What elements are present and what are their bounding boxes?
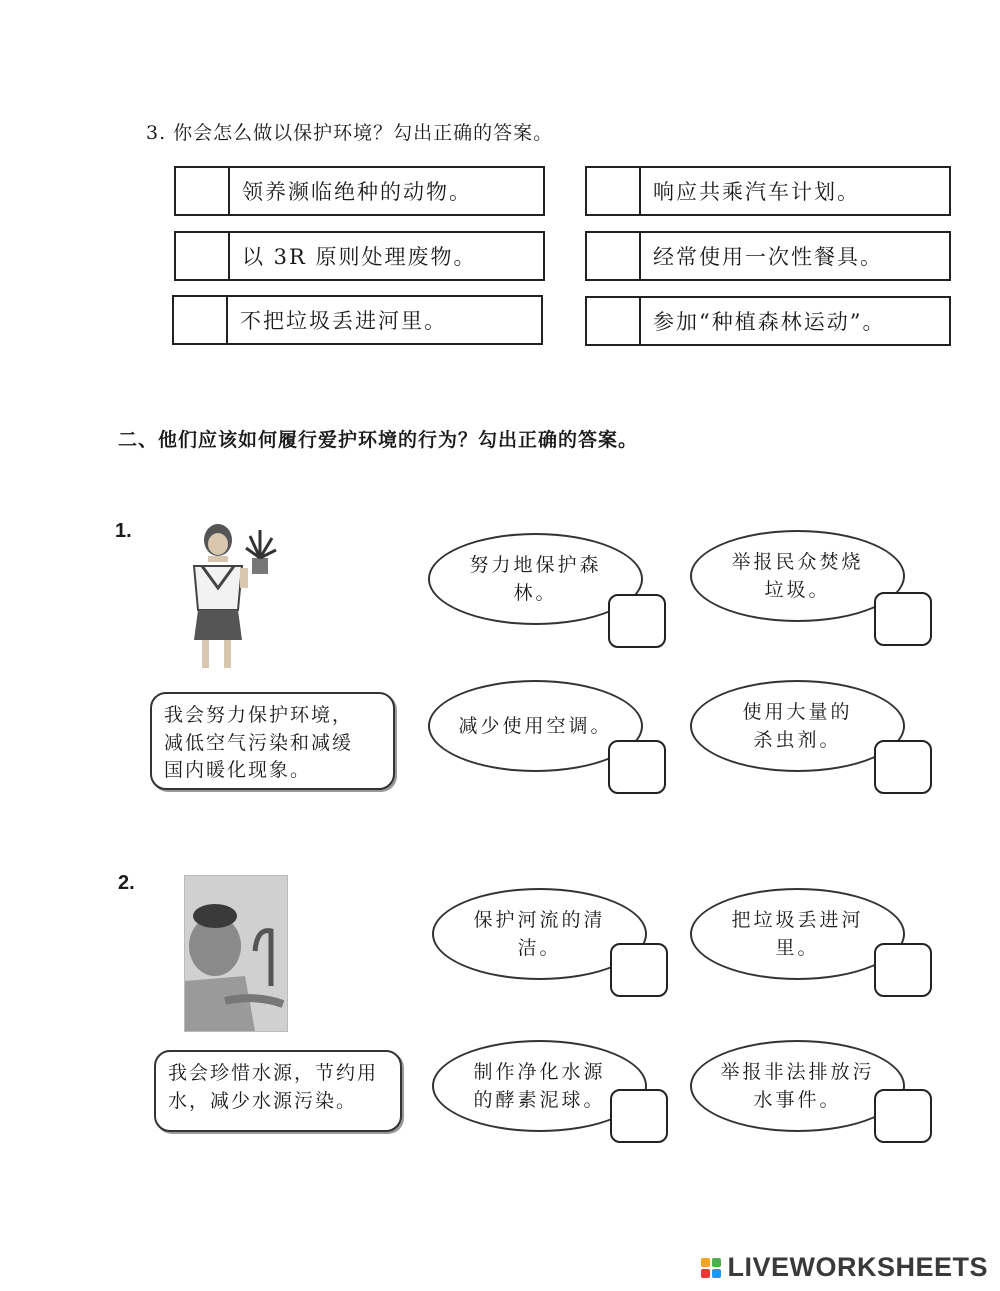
checkbox[interactable] bbox=[587, 298, 641, 344]
option-row bbox=[585, 166, 951, 216]
option-row bbox=[585, 231, 951, 281]
tick-box[interactable] bbox=[874, 740, 932, 794]
liveworksheets-brand bbox=[701, 1252, 988, 1283]
logo-square bbox=[701, 1269, 710, 1278]
option-row bbox=[585, 296, 951, 346]
brand-text: LIVEWORKSHEETS bbox=[727, 1252, 988, 1282]
girl-with-plant-image bbox=[180, 518, 280, 678]
answer-text: 举报民众焚烧 bbox=[731, 550, 864, 573]
section-2-title: 二、他们应该如何履行爱护环境的行为？勾出正确的答案。 bbox=[118, 429, 639, 451]
answer-text: 保护河流的清洁。 bbox=[473, 908, 606, 959]
speech-bubble bbox=[154, 1050, 402, 1132]
checkbox[interactable] bbox=[176, 233, 230, 279]
liveworksheets-logo-icon bbox=[701, 1258, 721, 1278]
option-row bbox=[172, 295, 543, 345]
question-number: 2. bbox=[118, 872, 135, 894]
answer-text: 努力地保护森林。 bbox=[469, 553, 602, 604]
question-number: 1. bbox=[115, 520, 132, 542]
boy-at-tap-image bbox=[184, 875, 288, 1032]
answer-bubble bbox=[690, 1040, 905, 1132]
checkbox[interactable] bbox=[174, 297, 228, 343]
option-row bbox=[174, 166, 545, 216]
speech-line: 减低空气污染和减缓 bbox=[164, 731, 354, 754]
answer-text: 把垃圾丢进河里。 bbox=[731, 908, 864, 959]
tick-box[interactable] bbox=[610, 943, 668, 997]
option-text: 不把垃圾丢进河里。 bbox=[240, 309, 447, 333]
checkbox[interactable] bbox=[587, 168, 641, 214]
tick-box[interactable] bbox=[610, 1089, 668, 1143]
answer-bubble bbox=[690, 680, 905, 772]
speech-line: 我会努力保护环境， bbox=[164, 704, 354, 726]
answer-text: 举报非法排放污 bbox=[720, 1060, 875, 1083]
answer-text: 的酵素泥球。 bbox=[473, 1089, 606, 1111]
answer-text: 垃圾。 bbox=[764, 579, 831, 601]
tick-box[interactable] bbox=[874, 592, 932, 646]
option-text: 领养濒临绝种的动物。 bbox=[242, 180, 472, 204]
answer-text: 杀虫剂。 bbox=[753, 729, 842, 751]
speech-line: 水，减少水源污染。 bbox=[168, 1089, 358, 1112]
answer-text: 减少使用空调。 bbox=[458, 714, 613, 737]
speech-line: 我会珍惜水源，节约用 bbox=[168, 1062, 379, 1084]
checkbox[interactable] bbox=[587, 233, 641, 279]
answer-text: 水事件。 bbox=[753, 1089, 842, 1111]
tick-box[interactable] bbox=[608, 740, 666, 794]
speech-line: 国内暖化现象。 bbox=[164, 759, 312, 782]
tick-box[interactable] bbox=[874, 1089, 932, 1143]
logo-square bbox=[712, 1258, 721, 1267]
option-text: 经常使用一次性餐具。 bbox=[653, 245, 883, 269]
tick-box[interactable] bbox=[608, 594, 666, 648]
question-3-title: 3. 你会怎么做以保护环境？勾出正确的答案。 bbox=[146, 122, 554, 144]
option-text: 响应共乘汽车计划。 bbox=[653, 180, 860, 204]
option-text: 参加“种植森林运动”。 bbox=[653, 310, 886, 334]
answer-text: 使用大量的 bbox=[742, 700, 853, 723]
logo-square bbox=[701, 1258, 710, 1267]
logo-square bbox=[712, 1269, 721, 1278]
tick-box[interactable] bbox=[874, 943, 932, 997]
option-row bbox=[174, 231, 545, 281]
answer-bubble bbox=[690, 888, 905, 980]
option-text: 以 3R 原则处理废物。 bbox=[242, 245, 477, 269]
answer-bubble bbox=[690, 530, 905, 622]
speech-bubble bbox=[150, 692, 395, 790]
answer-text: 制作净化水源 bbox=[473, 1060, 606, 1083]
checkbox[interactable] bbox=[176, 168, 230, 214]
